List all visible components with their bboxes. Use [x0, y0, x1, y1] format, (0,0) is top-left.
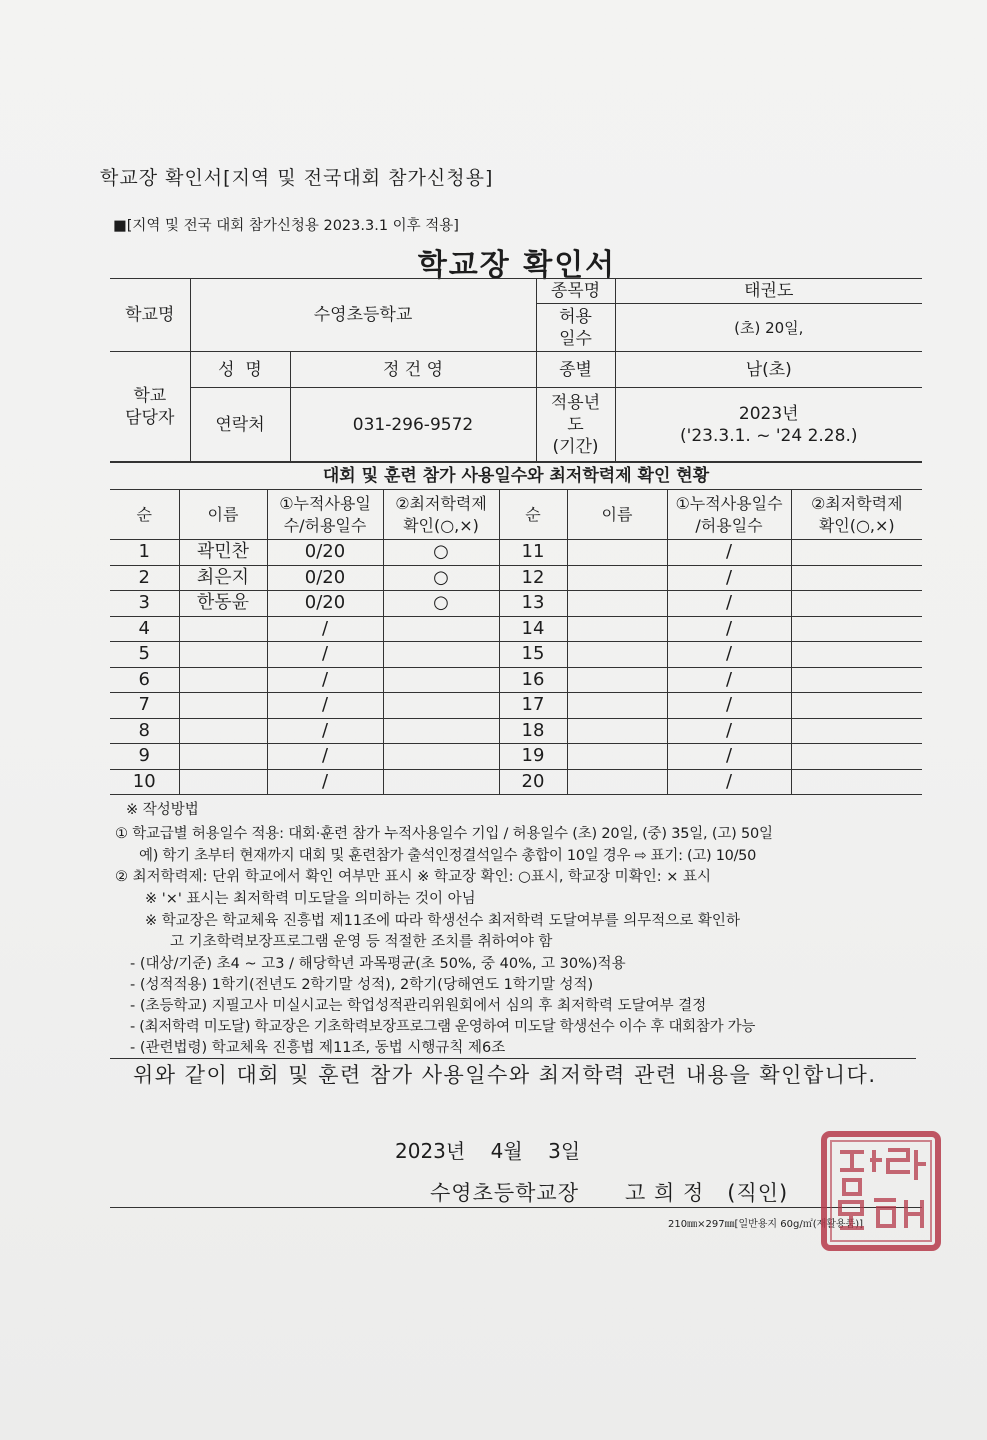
event-label: 종목명 [536, 279, 615, 304]
period-label: 적용년 도 (기간) [536, 388, 615, 462]
student-name [567, 591, 667, 617]
student-name [179, 642, 267, 668]
used-days: / [667, 565, 791, 591]
instruction-line-1: ① 학교급별 허용일수 적용: 대회·훈련 참가 누적사용일수 기입 / 허용일수 (초) 20일, (중) 35일, (고) 50일 [115, 826, 773, 842]
achievement-check [791, 667, 922, 693]
used-days: / [267, 693, 383, 719]
application-notice: ■[지역 및 전국 대회 참가신청용 2023.3.1 이후 적용] [113, 218, 459, 234]
info-table [110, 278, 922, 462]
student-name: 한동윤 [179, 591, 267, 617]
student-name [179, 667, 267, 693]
row-number: 17 [499, 693, 567, 719]
achievement-check [383, 718, 499, 744]
used-days: / [667, 693, 791, 719]
table-row [110, 540, 922, 566]
table-row [110, 591, 922, 617]
document-title: 학교장 확인서[지역 및 전국대회 참가신청용] [100, 167, 494, 189]
official-seal-icon [818, 1128, 944, 1254]
row-number: 6 [110, 667, 179, 693]
instruction-line-8: - (성적적용) 1학기(전년도 2학기말 성적), 2학기(당해연도 1학기말 성적) [130, 977, 594, 993]
used-days: / [267, 667, 383, 693]
allowed-days-value: (초) 20일, [615, 304, 922, 352]
table-row [110, 693, 922, 719]
achievement-check [791, 693, 922, 719]
header-no: 순 [110, 490, 179, 540]
achievement-check [791, 616, 922, 642]
used-days: 0/20 [267, 565, 383, 591]
used-days: / [667, 769, 791, 795]
used-days: / [667, 616, 791, 642]
table-row [110, 565, 922, 591]
achievement-check: ○ [383, 565, 499, 591]
principal-signature: 수영초등학교장 고 희 정 (직인) [430, 1181, 789, 1205]
row-number: 12 [499, 565, 567, 591]
student-name [179, 744, 267, 770]
achievement-check [383, 642, 499, 668]
used-days: / [267, 642, 383, 668]
gender-label: 종별 [536, 352, 615, 388]
achievement-check [383, 769, 499, 795]
contact-value: 031-296-9572 [290, 388, 536, 462]
header-name-2: 이름 [567, 490, 667, 540]
instruction-line-5: ※ 학교장은 학교체육 진흥법 제11조에 따라 학생선수 최저학력 도달여부를 의무적으로 확인하 [145, 913, 740, 929]
manager-label: 학교 담당자 [110, 352, 190, 462]
student-name [179, 693, 267, 719]
header-check: ②최저학력제 확인(○,×) [383, 490, 499, 540]
row-number: 7 [110, 693, 179, 719]
period-range: ('23.3.1. ~ '24 2.28.) [680, 425, 858, 446]
header-no-2: 순 [499, 490, 567, 540]
achievement-check: ○ [383, 540, 499, 566]
instruction-line-11: - (관련법령) 학교체육 진흥법 제11조, 동법 시행규칙 제6조 [130, 1040, 506, 1056]
allowed-days-label: 허용 일수 [536, 304, 615, 352]
row-number: 10 [110, 769, 179, 795]
student-name [567, 693, 667, 719]
bottom-line [110, 1207, 922, 1208]
achievement-check: ○ [383, 591, 499, 617]
roster-table [110, 489, 922, 795]
used-days: 0/20 [267, 540, 383, 566]
table-row [110, 616, 922, 642]
student-name [567, 565, 667, 591]
contact-label: 연락처 [190, 388, 290, 462]
used-days: / [267, 718, 383, 744]
period-year: 2023년 [738, 403, 799, 424]
gender-value: 남(초) [615, 352, 922, 388]
row-number: 20 [499, 769, 567, 795]
student-name [567, 667, 667, 693]
student-name: 최은지 [179, 565, 267, 591]
instruction-line-2: 예) 학기 초부터 현재까지 대회 및 훈련참가 출석인정결석일수 총합이 10일 경우 ⇨ 표기: (고) 10/50 [139, 848, 757, 864]
achievement-check [383, 693, 499, 719]
instruction-line-3: ② 최저학력제: 단위 학교에서 확인 여부만 표시 ※ 학교장 확인: ○표시, 학교장 미확인: × 표시 [115, 869, 711, 885]
used-days: / [267, 744, 383, 770]
row-number: 5 [110, 642, 179, 668]
used-days: / [267, 769, 383, 795]
instruction-line-9: - (초등학교) 지필고사 미실시교는 학업성적관리위원회에서 심의 후 최저학력 도달여부 결정 [130, 998, 707, 1014]
student-name [567, 616, 667, 642]
student-name [179, 769, 267, 795]
student-name [567, 769, 667, 795]
row-number: 11 [499, 540, 567, 566]
student-name [179, 718, 267, 744]
student-name [567, 642, 667, 668]
achievement-check [791, 565, 922, 591]
student-name [567, 718, 667, 744]
header-days-2: ①누적사용일수 /허용일수 [667, 490, 791, 540]
row-number: 16 [499, 667, 567, 693]
row-number: 1 [110, 540, 179, 566]
header-check-2: ②최저학력제 확인(○,×) [791, 490, 922, 540]
achievement-check [383, 744, 499, 770]
instruction-line-7: - (대상/기준) 초4 ~ 고3 / 해당학년 과목평균(초 50%, 중 40%, 고 30%)적용 [130, 956, 626, 972]
row-number: 14 [499, 616, 567, 642]
name-label: 성 명 [190, 352, 290, 388]
used-days: / [267, 616, 383, 642]
used-days: / [667, 591, 791, 617]
used-days: / [667, 667, 791, 693]
used-days: / [667, 540, 791, 566]
used-days: 0/20 [267, 591, 383, 617]
student-name [567, 744, 667, 770]
achievement-check [791, 642, 922, 668]
paper-spec: 210㎜×297㎜[일반용지 60g/㎡(재활용품)] [668, 1219, 864, 1230]
header-days: ①누적사용일 수/허용일수 [267, 490, 383, 540]
instruction-line-6: 고 기초학력보장프로그램 운영 등 적절한 조치를 취하여야 함 [170, 934, 553, 950]
row-number: 18 [499, 718, 567, 744]
student-name [179, 616, 267, 642]
achievement-check [791, 591, 922, 617]
achievement-check [791, 744, 922, 770]
row-number: 3 [110, 591, 179, 617]
table-row [110, 769, 922, 795]
row-number: 8 [110, 718, 179, 744]
achievement-check [383, 616, 499, 642]
header-name: 이름 [179, 490, 267, 540]
row-number: 9 [110, 744, 179, 770]
name-value: 정 건 영 [290, 352, 536, 388]
achievement-check [791, 718, 922, 744]
section-title: 대회 및 훈련 참가 사용일수와 최저학력제 확인 현황 [110, 462, 922, 489]
row-number: 13 [499, 591, 567, 617]
period-value [615, 388, 922, 462]
row-number: 4 [110, 616, 179, 642]
student-name: 곽민찬 [179, 540, 267, 566]
row-number: 2 [110, 565, 179, 591]
table-row [110, 667, 922, 693]
school-label: 학교명 [110, 279, 190, 352]
table-row [110, 642, 922, 668]
instructions-title: ※ 작성방법 [126, 802, 199, 818]
student-name [567, 540, 667, 566]
achievement-check [791, 540, 922, 566]
main-title: 학교장 확인서 [417, 248, 617, 283]
instruction-line-10: - (최저학력 미도달) 학교장은 기초학력보장프로그램 운영하여 미도달 학생선수 이수 후 대회참가 가능 [130, 1019, 756, 1035]
event-value: 태권도 [615, 279, 922, 304]
row-number: 15 [499, 642, 567, 668]
used-days: / [667, 718, 791, 744]
achievement-check [791, 769, 922, 795]
row-number: 19 [499, 744, 567, 770]
instruction-line-4: ※ '×' 표시는 최저학력 미도달을 의미하는 것이 아님 [145, 891, 476, 907]
issue-date: 2023년 4월 3일 [395, 1139, 581, 1163]
used-days: / [667, 642, 791, 668]
used-days: / [667, 744, 791, 770]
table-row [110, 744, 922, 770]
achievement-check [383, 667, 499, 693]
school-value: 수영초등학교 [190, 279, 536, 352]
confirmation-text: 위와 같이 대회 및 훈련 참가 사용일수와 최저학력 관련 내용을 확인합니다. [133, 1063, 877, 1087]
table-row [110, 718, 922, 744]
